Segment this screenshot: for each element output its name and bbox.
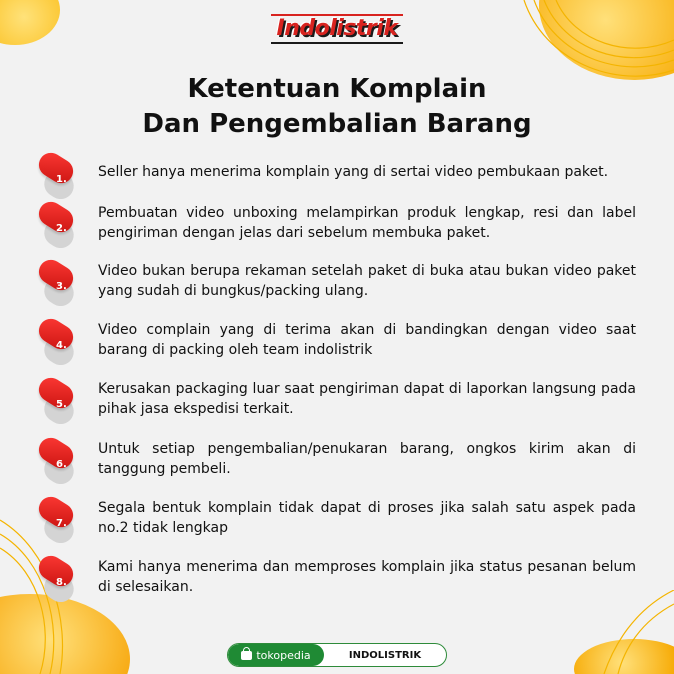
pin-marker-icon	[38, 154, 78, 200]
item-number: 4.	[56, 340, 67, 351]
store-platform-badge	[228, 644, 324, 666]
item-text: Video complain yang di terima akan di bandingkan dengan video saat barang di packing oleh team indolistrik	[98, 322, 636, 358]
item-number: 5.	[56, 399, 67, 410]
pin-marker-icon	[38, 379, 78, 425]
page-title-line-2: Dan Pengembalian Barang	[142, 109, 532, 139]
pin-marker-icon	[38, 439, 78, 485]
item-number: 2.	[56, 223, 67, 234]
store-name-label: INDOLISTRIK	[348, 649, 422, 661]
item-text: Seller hanya menerima komplain yang di sertai video pembukaan paket.	[98, 164, 609, 180]
shopping-bag-icon	[241, 651, 252, 660]
pin-marker-icon	[38, 498, 78, 544]
page-title	[0, 72, 674, 142]
item-number: 6.	[56, 459, 67, 470]
item-number: 3.	[56, 281, 67, 292]
brand-logo-text: Indolistrik	[271, 14, 404, 44]
item-text: Pembuatan video unboxing melampirkan produk lengkap, resi dan label pengiriman dengan jelas dari sebelum membuka paket.	[98, 205, 636, 241]
decorative-blob-bottom-right	[574, 639, 674, 674]
pin-marker-icon	[38, 203, 78, 249]
item-number: 8.	[56, 577, 67, 588]
page-title-line-1: Ketentuan Komplain	[187, 74, 487, 104]
pin-marker-icon	[38, 261, 78, 307]
item-number: 1.	[56, 174, 67, 185]
store-platform-label: tokopedia	[256, 648, 311, 662]
item-text: Video bukan berupa rekaman setelah paket di buka atau bukan video paket yang sudah di bungkus/packing ulang.	[98, 263, 636, 299]
pin-marker-icon	[38, 557, 78, 603]
item-text: Segala bentuk komplain tidak dapat di proses jika salah satu aspek pada no.2 tidak lengkap	[98, 500, 636, 536]
item-text: Untuk setiap pengembalian/penukaran barang, ongkos kirim akan di tanggung pembeli.	[98, 441, 636, 477]
item-number: 7.	[56, 518, 67, 529]
decorative-blob-bottom-left	[0, 594, 130, 674]
store-badge[interactable]	[227, 643, 447, 667]
item-text: Kami hanya menerima dan memproses komplain jika status pesanan belum di selesaikan.	[98, 559, 636, 595]
brand-logo	[0, 14, 674, 44]
pin-marker-icon	[38, 320, 78, 366]
item-text: Kerusakan packaging luar saat pengiriman dapat di laporkan langsung pada pihak jasa ekspedisi terkait.	[98, 381, 636, 417]
